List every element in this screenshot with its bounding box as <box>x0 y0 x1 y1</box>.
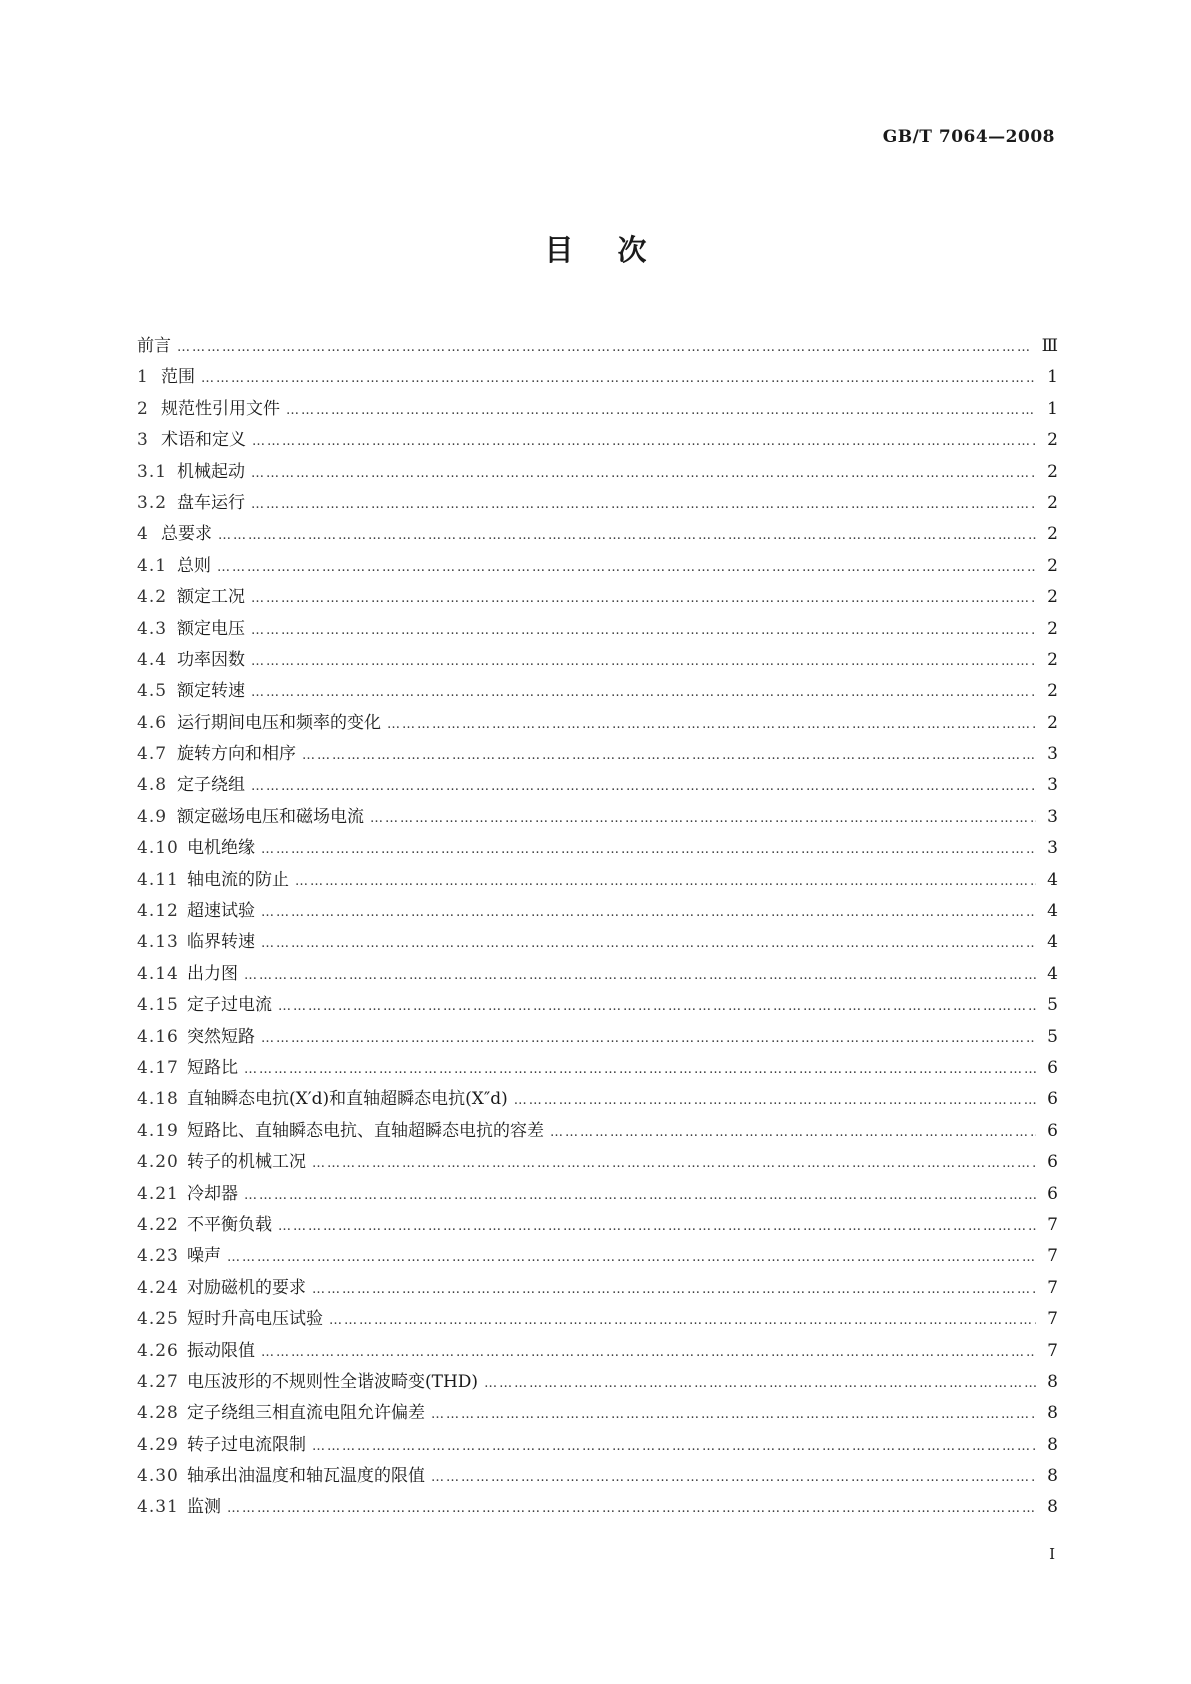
toc-entry-title: 前言 <box>137 336 171 356</box>
toc-entry-title: 额定工况 <box>177 587 245 608</box>
toc-dot-leader <box>302 748 1036 763</box>
toc-dot-leader <box>201 371 1036 386</box>
toc-entry[interactable] <box>137 488 1058 519</box>
toc-entry[interactable] <box>137 770 1058 801</box>
toc-entry-page: 7 <box>1047 1340 1058 1361</box>
toc-entry-page: 2 <box>1047 587 1058 608</box>
toc-entry[interactable] <box>137 645 1058 676</box>
toc-dot-leader <box>244 1062 1036 1077</box>
toc-entry[interactable] <box>137 802 1058 833</box>
toc-entry-number: 3 <box>137 430 149 451</box>
toc-entry-number: 4.26 <box>137 1340 179 1361</box>
toc-entry-title: 监测 <box>187 1497 221 1518</box>
toc-dot-leader <box>370 811 1036 826</box>
toc-entry[interactable] <box>137 1241 1058 1272</box>
toc-entry[interactable] <box>137 1336 1058 1367</box>
toc-entry-page: 4 <box>1047 901 1058 922</box>
toc-entry-number: 3.2 <box>137 492 168 513</box>
toc-entry-page: 2 <box>1047 492 1058 513</box>
toc-entry[interactable] <box>137 1084 1058 1115</box>
toc-entry-page: 2 <box>1047 461 1058 482</box>
toc-entry-page: 5 <box>1047 995 1058 1016</box>
toc-dot-leader <box>177 340 1032 355</box>
toc-entry-page: 4 <box>1047 869 1058 890</box>
toc-dot-leader <box>431 1407 1036 1422</box>
toc-entry-page: 8 <box>1047 1434 1058 1455</box>
toc-entry[interactable] <box>137 676 1058 707</box>
toc-entry-title: 额定转速 <box>177 681 245 702</box>
toc-entry-page: 7 <box>1047 1214 1058 1235</box>
toc-dot-leader <box>312 1282 1036 1297</box>
toc-entry-page: 3 <box>1047 775 1058 796</box>
toc-entry-title: 旋转方向和相序 <box>177 744 296 765</box>
toc-dot-leader <box>312 1439 1036 1454</box>
toc-dot-leader <box>514 1093 1036 1108</box>
toc-entry[interactable] <box>137 1461 1058 1492</box>
toc-dot-leader <box>251 466 1036 481</box>
toc-entry-number: 4.20 <box>137 1152 179 1173</box>
toc-entry[interactable] <box>137 394 1058 425</box>
toc-dot-leader <box>251 685 1036 700</box>
toc-entry-page: 1 <box>1047 367 1058 388</box>
toc-entry-number: 4.29 <box>137 1434 179 1455</box>
toc-entry-title: 定子过电流 <box>187 995 272 1016</box>
toc-entry-title: 振动限值 <box>187 1340 255 1361</box>
toc-dot-leader <box>251 497 1036 512</box>
toc-entry-title: 超速试验 <box>187 901 255 922</box>
toc-entry[interactable] <box>137 1492 1058 1523</box>
toc-entry-title: 电压波形的不规则性全谐波畸变(THD) <box>187 1371 479 1392</box>
toc-entry[interactable] <box>137 1430 1058 1461</box>
toc-dot-leader <box>484 1376 1036 1391</box>
toc-entry-number: 4.8 <box>137 775 168 796</box>
toc-dot-leader <box>431 1470 1036 1485</box>
toc-dot-leader <box>261 1031 1036 1046</box>
toc-entry-title: 短路比、直轴瞬态电抗、直轴超瞬态电抗的容差 <box>187 1120 544 1141</box>
toc-entry-page: 6 <box>1047 1120 1058 1141</box>
toc-dot-leader <box>218 528 1036 543</box>
toc-entry[interactable] <box>137 833 1058 864</box>
toc-entry[interactable] <box>137 1053 1058 1084</box>
toc-entry-number: 4.7 <box>137 744 168 765</box>
toc-entry-number: 4.15 <box>137 995 179 1016</box>
toc-dot-leader <box>251 654 1036 669</box>
toc-entry-number: 4.23 <box>137 1246 179 1267</box>
toc-entry-title: 规范性引用文件 <box>161 398 280 419</box>
toc-entry[interactable] <box>137 739 1058 770</box>
toc-entry-page: 3 <box>1047 838 1058 859</box>
toc-dot-leader <box>261 1345 1036 1360</box>
toc-entry-number: 4.3 <box>137 618 168 639</box>
toc-entry[interactable] <box>137 1398 1058 1429</box>
toc-dot-leader <box>278 1219 1036 1234</box>
toc-dot-leader <box>261 936 1036 951</box>
toc-entry-title: 转子的机械工况 <box>187 1152 306 1173</box>
toc-entry-title: 噪声 <box>187 1246 221 1267</box>
toc-entry[interactable] <box>137 362 1058 393</box>
toc-entry[interactable] <box>137 551 1058 582</box>
toc-entry-number: 4.5 <box>137 681 168 702</box>
toc-entry-title: 定子绕组 <box>177 775 245 796</box>
toc-entry-title: 机械起动 <box>177 461 245 482</box>
toc-entry-page: 3 <box>1047 744 1058 765</box>
toc-entry-title: 额定磁场电压和磁场电流 <box>177 806 364 827</box>
toc-entry-page: 6 <box>1047 1183 1058 1204</box>
toc-entry-title: 不平衡负载 <box>187 1214 272 1235</box>
toc-entry-number: 4.14 <box>137 963 179 984</box>
toc-entry-number: 4.16 <box>137 1026 179 1047</box>
toc-dot-leader <box>278 999 1036 1014</box>
toc-entry-number: 4.25 <box>137 1309 179 1330</box>
toc-entry[interactable] <box>137 1273 1058 1304</box>
toc-entry-page: 2 <box>1047 618 1058 639</box>
toc-entry-page: 6 <box>1047 1057 1058 1078</box>
toc-entry-page: Ⅲ <box>1041 336 1058 356</box>
toc-entry-number: 2 <box>137 398 149 419</box>
toc-entry-number: 4.30 <box>137 1466 179 1487</box>
toc-entry-title: 转子过电流限制 <box>187 1434 306 1455</box>
toc-entry-page: 2 <box>1047 555 1058 576</box>
toc-entry-number: 4.1 <box>137 555 168 576</box>
toc-entry[interactable] <box>137 331 1058 362</box>
toc-entry-page: 1 <box>1047 398 1058 419</box>
toc-dot-leader <box>251 591 1036 606</box>
page-number: I <box>1049 1545 1055 1563</box>
toc-dot-leader <box>312 1156 1036 1171</box>
toc-entry-number: 4.4 <box>137 649 168 670</box>
toc-entry-number: 4.10 <box>137 838 179 859</box>
toc-entry-number: 4.27 <box>137 1371 179 1392</box>
toc-entry-title: 电机绝缘 <box>187 838 255 859</box>
toc-entry-number: 4.18 <box>137 1089 179 1110</box>
toc-entry-page: 2 <box>1047 524 1058 545</box>
toc-entry[interactable] <box>137 990 1058 1021</box>
toc-dot-leader <box>550 1125 1036 1140</box>
toc-dot-leader <box>286 403 1036 418</box>
toc-entry[interactable] <box>137 582 1058 613</box>
toc-entry-page: 4 <box>1047 932 1058 953</box>
toc-entry-title: 短时升高电压试验 <box>187 1309 323 1330</box>
toc-entry[interactable] <box>137 519 1058 550</box>
toc-entry[interactable] <box>137 1210 1058 1241</box>
toc-entry-number: 4 <box>137 524 149 545</box>
toc-entry-number: 4.22 <box>137 1214 179 1235</box>
toc-entry-number: 4.19 <box>137 1120 179 1141</box>
toc-entry-page: 2 <box>1047 712 1058 733</box>
toc-entry-page: 2 <box>1047 649 1058 670</box>
toc-entry-page: 3 <box>1047 806 1058 827</box>
toc-entry-title: 突然短路 <box>187 1026 255 1047</box>
toc-entry-number: 4.13 <box>137 932 179 953</box>
toc-entry-title: 对励磁机的要求 <box>187 1277 306 1298</box>
toc-entry[interactable] <box>137 865 1058 896</box>
toc-entry-title: 轴电流的防止 <box>187 869 289 890</box>
toc-entry-number: 4.12 <box>137 901 179 922</box>
toc-entry[interactable] <box>137 1147 1058 1178</box>
toc-entry-title: 出力图 <box>187 963 238 984</box>
toc-entry-title: 额定电压 <box>177 618 245 639</box>
toc-entry[interactable] <box>137 1179 1058 1210</box>
toc-entry-page: 8 <box>1047 1403 1058 1424</box>
toc-entry-page: 7 <box>1047 1309 1058 1330</box>
toc-entry[interactable] <box>137 1367 1058 1398</box>
toc-entry-page: 7 <box>1047 1277 1058 1298</box>
toc-entry[interactable] <box>137 614 1058 645</box>
toc-entry-title: 轴承出油温度和轴瓦温度的限值 <box>187 1466 425 1487</box>
toc-entry-page: 2 <box>1047 681 1058 702</box>
toc-entry[interactable] <box>137 1304 1058 1335</box>
toc-dot-leader <box>217 560 1036 575</box>
toc-entry-number: 4.31 <box>137 1497 179 1518</box>
toc-entry-title: 总则 <box>177 555 211 576</box>
standard-code: GB/T 7064—2008 <box>882 127 1055 147</box>
toc-entry-title: 范围 <box>161 367 195 388</box>
toc-entry[interactable] <box>137 959 1058 990</box>
toc-dot-leader <box>252 434 1036 449</box>
toc-entry-title: 术语和定义 <box>161 430 246 451</box>
toc-entry-title: 短路比 <box>187 1057 238 1078</box>
toc-entry-number: 4.2 <box>137 587 168 608</box>
toc-entry-page: 5 <box>1047 1026 1058 1047</box>
toc-entry-page: 8 <box>1047 1466 1058 1487</box>
toc-dot-leader <box>251 779 1036 794</box>
toc-dot-leader <box>261 905 1036 920</box>
toc-entry-title: 直轴瞬态电抗(X′d)和直轴超瞬态电抗(X″d) <box>187 1089 508 1110</box>
toc-entry[interactable] <box>137 896 1058 927</box>
toc-entry-number: 1 <box>137 367 149 388</box>
toc-dot-leader <box>387 717 1036 732</box>
toc-entry-number: 4.17 <box>137 1057 179 1078</box>
toc-dot-leader <box>227 1501 1036 1516</box>
toc-dot-leader <box>227 1250 1036 1265</box>
toc-entry-page: 7 <box>1047 1246 1058 1267</box>
toc-entry-number: 3.1 <box>137 461 168 482</box>
toc-entry-page: 8 <box>1047 1371 1058 1392</box>
toc-entry-number: 4.11 <box>137 869 179 890</box>
toc-entry-title: 定子绕组三相直流电阻允许偏差 <box>187 1403 425 1424</box>
toc-entry-page: 6 <box>1047 1152 1058 1173</box>
toc-entry-number: 4.6 <box>137 712 168 733</box>
toc-dot-leader <box>251 623 1036 638</box>
toc-entry-page: 6 <box>1047 1089 1058 1110</box>
table-of-contents <box>137 331 1058 1524</box>
toc-entry-title: 总要求 <box>161 524 212 545</box>
toc-entry[interactable] <box>137 425 1058 456</box>
toc-entry[interactable] <box>137 708 1058 739</box>
toc-dot-leader <box>244 1188 1036 1203</box>
toc-dot-leader <box>329 1313 1036 1328</box>
toc-entry-number: 4.9 <box>137 806 168 827</box>
toc-entry[interactable] <box>137 457 1058 488</box>
toc-entry-title: 盘车运行 <box>177 492 245 513</box>
toc-entry-page: 8 <box>1047 1497 1058 1518</box>
toc-dot-leader <box>244 968 1036 983</box>
toc-entry-page: 4 <box>1047 963 1058 984</box>
toc-entry-title: 冷却器 <box>187 1183 238 1204</box>
toc-entry[interactable] <box>137 1116 1058 1147</box>
toc-entry-title: 运行期间电压和频率的变化 <box>177 712 381 733</box>
toc-entry-number: 4.24 <box>137 1277 179 1298</box>
toc-entry-page: 2 <box>1047 430 1058 451</box>
toc-entry-title: 临界转速 <box>187 932 255 953</box>
toc-entry[interactable] <box>137 1022 1058 1053</box>
page-title: 目次 <box>544 233 691 267</box>
toc-dot-leader <box>295 874 1036 889</box>
toc-entry[interactable] <box>137 927 1058 958</box>
toc-entry-number: 4.28 <box>137 1403 179 1424</box>
toc-entry-title: 功率因数 <box>177 649 245 670</box>
toc-entry-number: 4.21 <box>137 1183 179 1204</box>
toc-dot-leader <box>261 842 1036 857</box>
